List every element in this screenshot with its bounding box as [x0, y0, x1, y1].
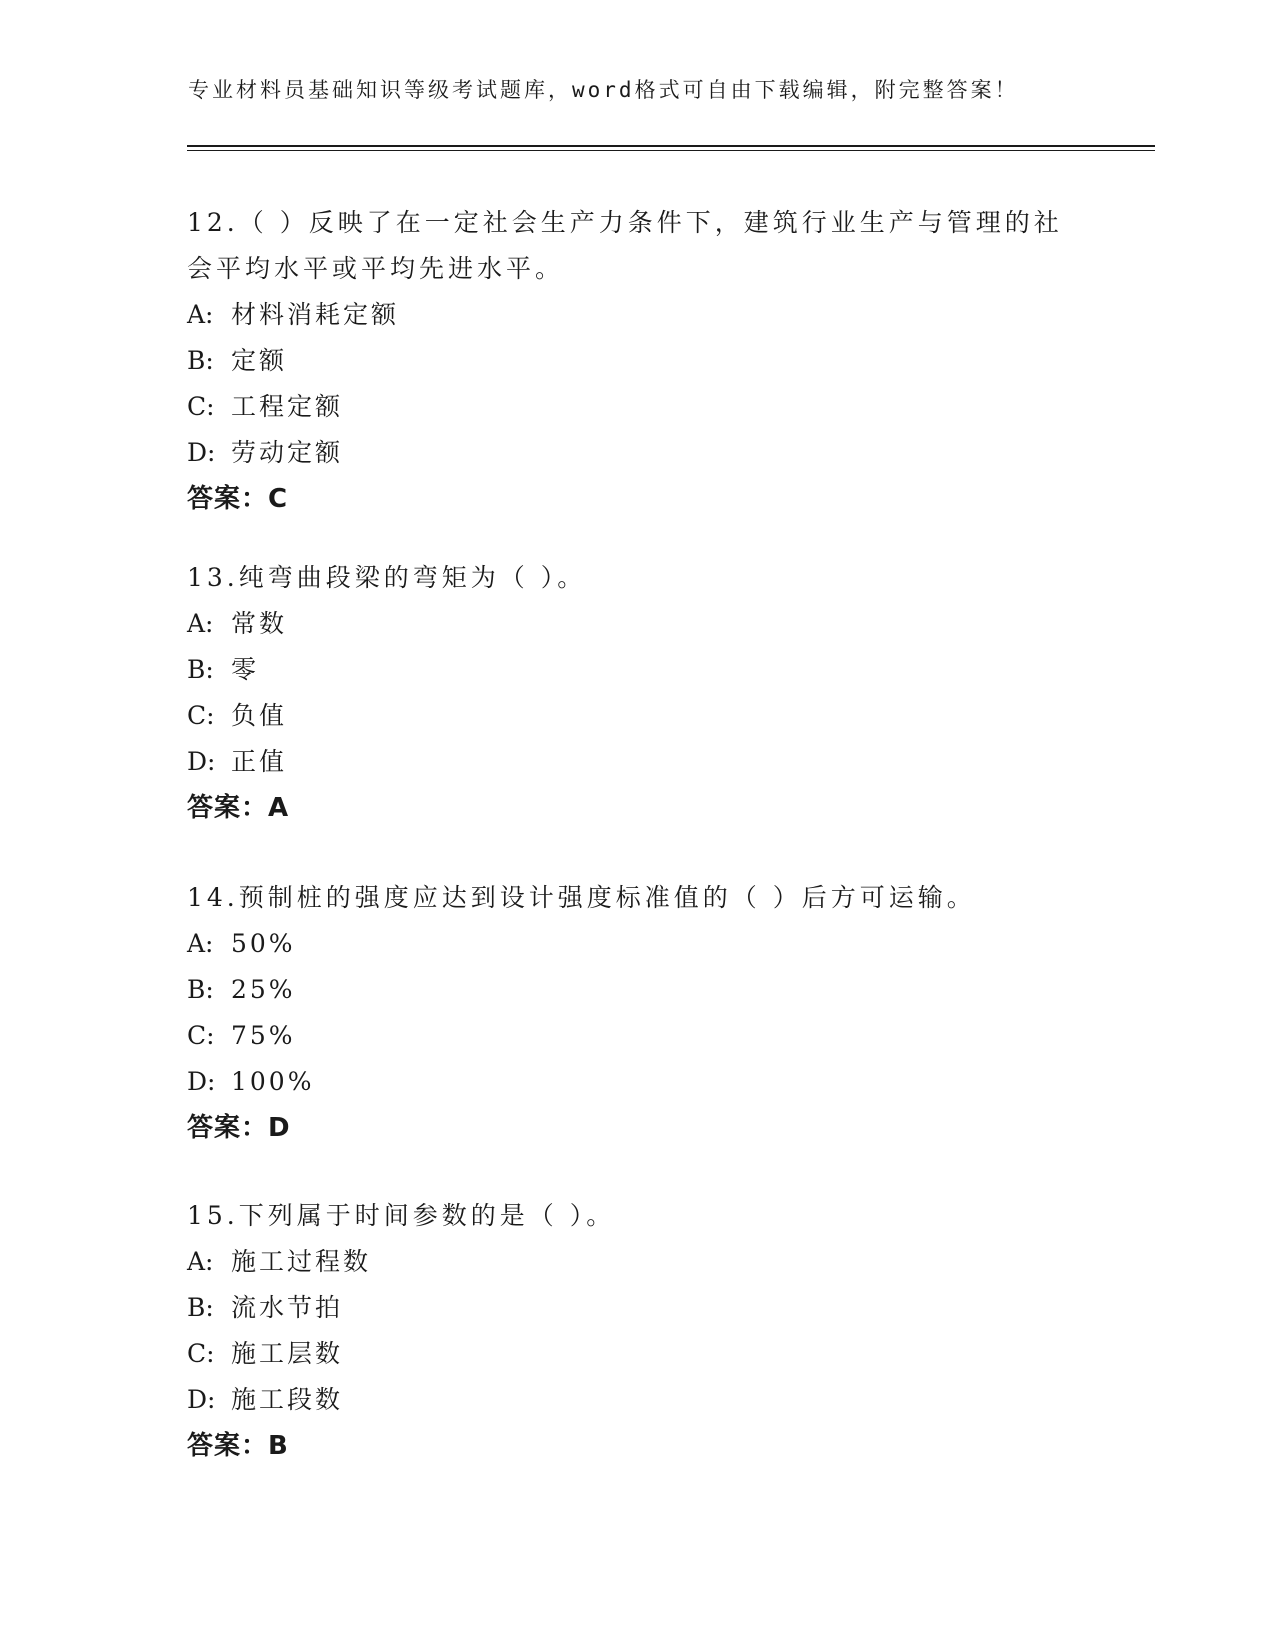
option-text: 工程定额 [231, 392, 344, 421]
option-text: 25% [231, 975, 296, 1004]
option-c [187, 693, 586, 739]
answer: 答案：B [187, 1431, 289, 1461]
option-c [187, 1331, 615, 1377]
option-letter: A: [187, 300, 214, 329]
option-text: 材料消耗定额 [231, 300, 400, 329]
option-text: 正值 [231, 747, 288, 776]
option-d [187, 1059, 976, 1105]
option-text: 施工层数 [231, 1339, 344, 1368]
question-12 [187, 200, 1063, 522]
option-b [187, 338, 1063, 384]
question-stem: 15.下列属于时间参数的是（ ）。 [187, 1201, 616, 1230]
option-d [187, 1377, 615, 1423]
answer: 答案：A [187, 793, 290, 823]
option-text: 零 [231, 655, 260, 684]
question-stem: 12.（ ）反映了在一定社会生产力条件下，建筑行业生产与管理的社 [187, 208, 1063, 237]
option-letter: D: [187, 747, 216, 776]
option-text: 常数 [231, 609, 288, 638]
option-a [187, 921, 976, 967]
option-c [187, 1013, 976, 1059]
option-text: 定额 [231, 346, 288, 375]
question-stem: 14.预制桩的强度应达到设计强度标准值的（ ）后方可运输。 [187, 883, 976, 912]
option-letter: C: [187, 1339, 215, 1368]
option-letter: A: [187, 929, 214, 958]
question-stem-continued: 会平均水平或平均先进水平。 [187, 254, 565, 283]
option-b [187, 647, 586, 693]
option-a [187, 601, 586, 647]
option-text: 施工过程数 [231, 1247, 372, 1276]
option-b [187, 967, 976, 1013]
option-letter: A: [187, 1247, 214, 1276]
option-text: 施工段数 [231, 1385, 344, 1414]
option-c [187, 384, 1063, 430]
option-a [187, 1239, 615, 1285]
option-d [187, 430, 1063, 476]
question-13 [187, 555, 586, 831]
option-text: 劳动定额 [231, 438, 344, 467]
option-letter: D: [187, 1067, 216, 1096]
option-text: 75% [231, 1021, 296, 1050]
option-letter: D: [187, 438, 216, 467]
option-letter: C: [187, 392, 215, 421]
header-divider-thin [187, 150, 1155, 151]
option-text: 流水节拍 [231, 1293, 344, 1322]
option-text: 50% [231, 929, 296, 958]
option-letter: B: [187, 346, 214, 375]
option-letter: B: [187, 1293, 214, 1322]
option-letter: D: [187, 1385, 216, 1414]
option-letter: C: [187, 701, 215, 730]
option-letter: C: [187, 1021, 215, 1050]
question-stem: 13.纯弯曲段梁的弯矩为（ ）。 [187, 563, 587, 592]
answer: 答案：C [187, 484, 289, 514]
header-divider [187, 145, 1155, 147]
option-letter: B: [187, 975, 214, 1004]
option-a [187, 292, 1063, 338]
option-d [187, 739, 586, 785]
option-letter: A: [187, 609, 214, 638]
answer: 答案：D [187, 1113, 291, 1143]
question-15 [187, 1193, 615, 1469]
option-text: 100% [231, 1067, 315, 1096]
option-b [187, 1285, 615, 1331]
option-letter: B: [187, 655, 214, 684]
page-header: 专业材料员基础知识等级考试题库，word格式可自由下载编辑，附完整答案！ [188, 78, 1019, 102]
option-text: 负值 [231, 701, 288, 730]
question-14 [187, 875, 976, 1151]
